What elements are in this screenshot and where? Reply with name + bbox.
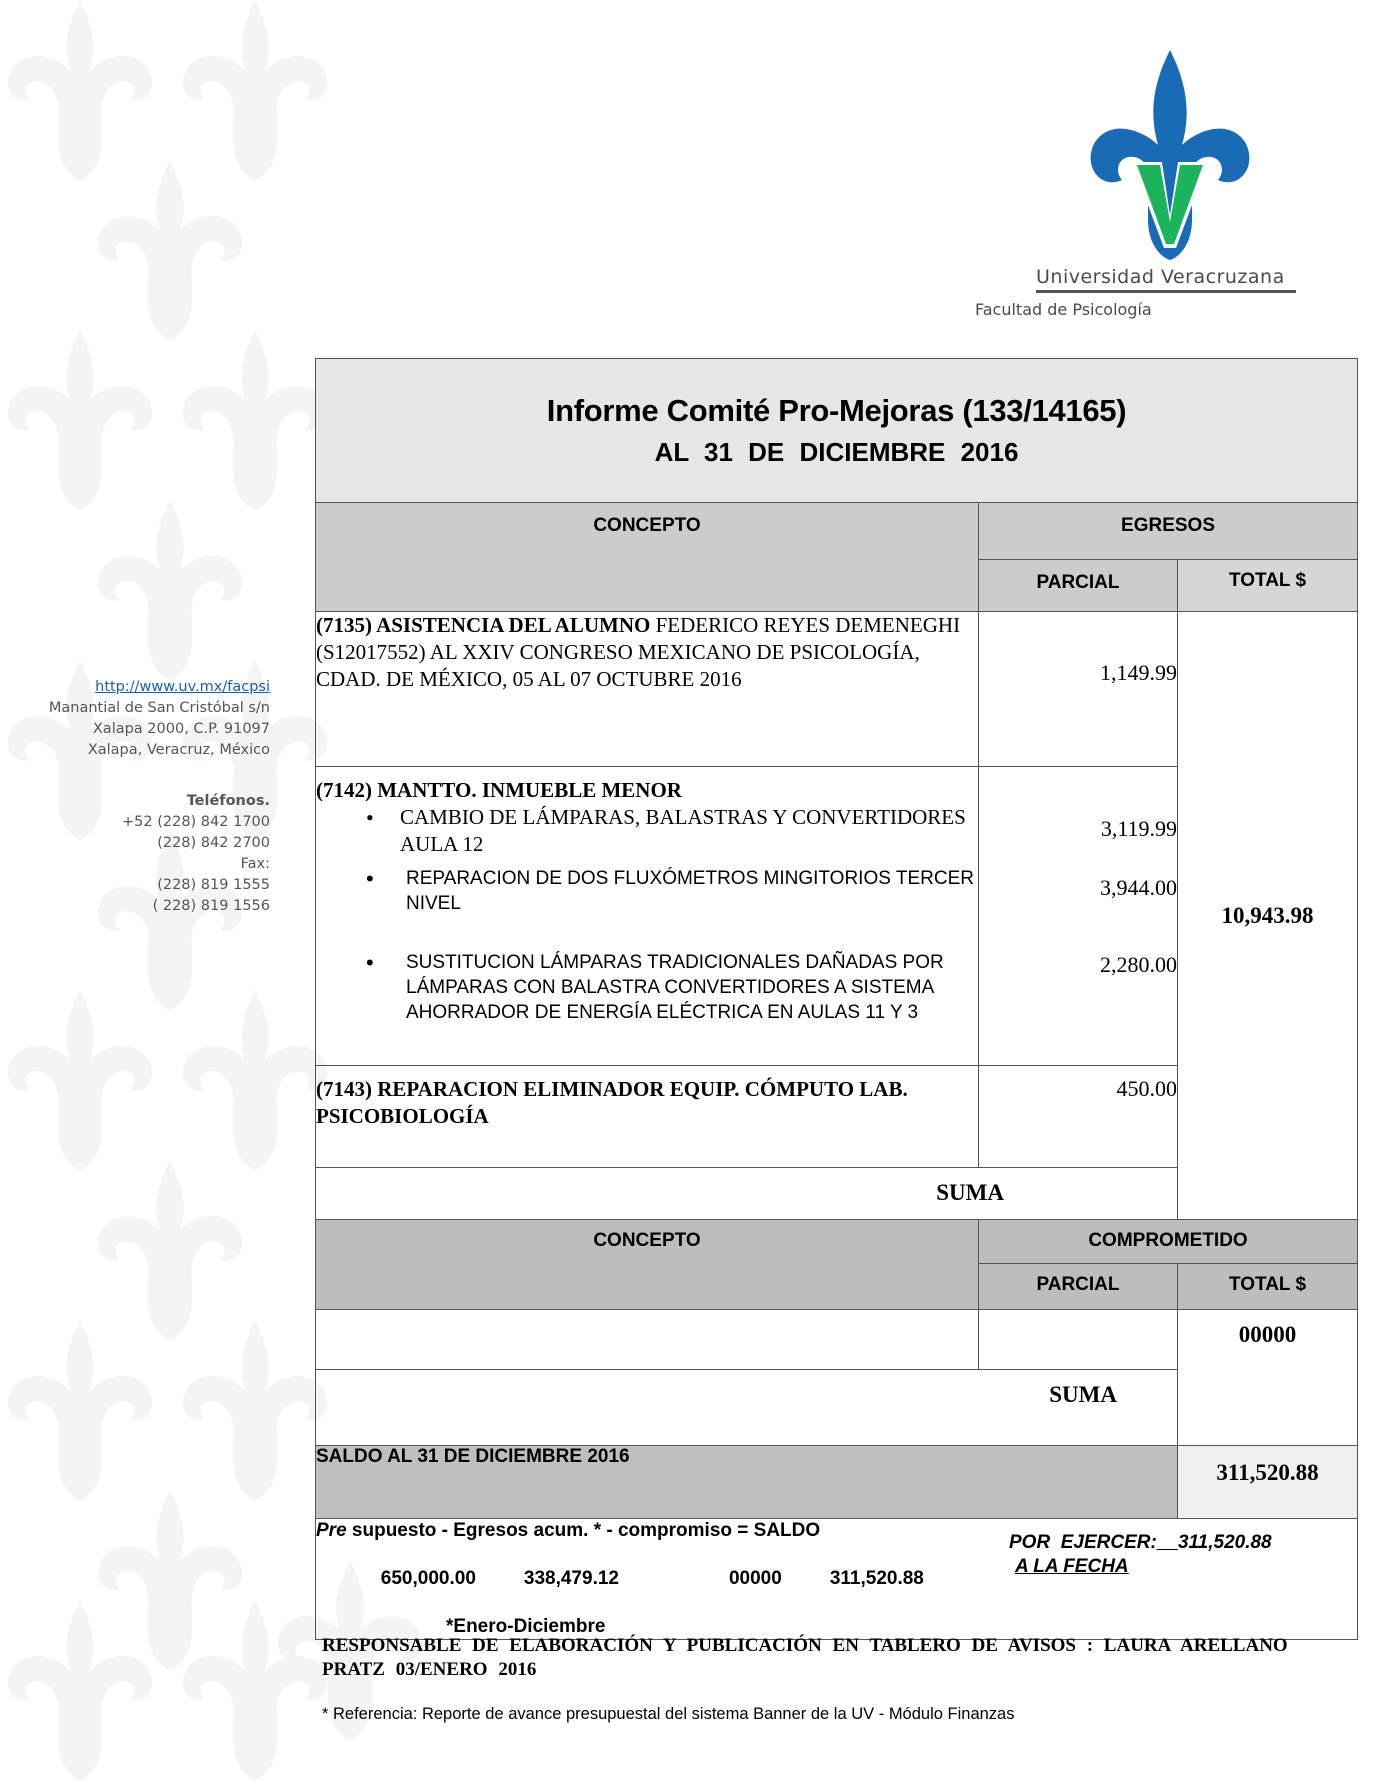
formula-egresos-acum: 338,479.12 — [523, 1568, 619, 1589]
website-link[interactable]: http://www.uv.mx/facpsi — [95, 679, 270, 695]
comprometido-total-value: 00000 — [1238, 1322, 1297, 1347]
parcial-header: PARCIAL — [979, 560, 1178, 612]
egresos-header: EGRESOS — [979, 503, 1358, 560]
saldo-label: SALDO AL 31 DE DICIEMBRE 2016 — [316, 1446, 1178, 1519]
por-ejercer — [1009, 1531, 1272, 1579]
concepto-header: CONCEPTO — [316, 503, 979, 612]
suma-label-2: SUMA — [316, 1370, 1178, 1446]
phone-number: (228) 842 2700 — [157, 835, 270, 851]
total-header: TOTAL $ — [1178, 560, 1358, 612]
formula-note: *Enero-Diciembre — [446, 1616, 606, 1637]
parcial-values-7142 — [979, 767, 1178, 1066]
concepto-code-title: (7135) ASISTENCIA DEL ALUMNO — [316, 613, 651, 637]
formula-labels: supuesto - Egresos acum. * - compromiso = SALDO — [346, 1520, 821, 1541]
report-table — [315, 358, 1357, 1640]
parcial-empty — [979, 1310, 1178, 1370]
concepto-code-title: (7143) REPARACION ELIMINADOR EQUIP. CÓMPUTO LAB. PSICOBIOLOGÍA — [316, 1077, 908, 1128]
parcial-header-2: PARCIAL — [979, 1264, 1178, 1310]
formula-presupuesto: 650,000.00 — [380, 1568, 476, 1589]
faculty-name: Facultad de Psicología — [975, 300, 1152, 319]
egresos-total — [1178, 612, 1358, 1220]
por-ejercer-value: 311,520.88 — [1177, 1532, 1272, 1553]
university-logo — [1080, 50, 1260, 260]
parcial-value: 1,149.99 — [979, 612, 1178, 767]
por-ejercer-label: POR EJERCER: — [1009, 1532, 1157, 1553]
university-name: Universidad Veracruzana — [1036, 266, 1296, 293]
report-title: Informe Comité Pro-Mejoras (133/14165) — [546, 393, 1127, 428]
comprometido-header: COMPROMETIDO — [979, 1220, 1358, 1264]
concepto-empty — [316, 1310, 979, 1370]
fax-number: ( 228) 819 1556 — [152, 898, 270, 914]
uv-fleur-icon — [1090, 50, 1250, 260]
reference-note: * Referencia: Reporte de avance presupuestal del sistema Banner de la UV - Módulo Finanzas — [322, 1705, 1015, 1723]
formula-saldo: 311,520.88 — [829, 1568, 924, 1589]
concepto-7142 — [316, 767, 979, 1066]
parcial-value: 3,944.00 — [1100, 875, 1177, 900]
comprometido-total — [1178, 1310, 1358, 1446]
suma-label: SUMA — [316, 1168, 1178, 1220]
report-date: AL 31 DE DICIEMBRE 2016 — [654, 437, 1019, 467]
parcial-value: 2,280.00 — [1100, 952, 1177, 977]
parcial-value: 450.00 — [979, 1066, 1178, 1168]
address-line: Manantial de San Cristóbal s/n — [48, 700, 270, 716]
phones-label: Teléfonos. — [186, 793, 270, 809]
list-item: • REPARACION DE DOS FLUXÓMETROS MINGITORIOS TERCER NIVEL — [316, 866, 978, 916]
concepto-header-2: CONCEPTO — [316, 1220, 979, 1310]
list-item: • CAMBIO DE LÁMPARAS, BALASTRAS Y CONVERTIDORES AULA 12 — [316, 804, 978, 858]
egresos-total-value: 10,943.98 — [1221, 902, 1314, 928]
table-row — [316, 1310, 1358, 1370]
concepto-7135 — [316, 612, 979, 767]
phone-number: +52 (228) 842 1700 — [122, 814, 270, 830]
a-la-fecha: A LA FECHA — [1015, 1556, 1129, 1577]
report-title-block — [316, 359, 1358, 503]
contact-info — [0, 677, 270, 917]
saldo-value: 311,520.88 — [1178, 1446, 1358, 1519]
address-line: Xalapa 2000, C.P. 91097 — [92, 721, 270, 737]
address-line: Xalapa, Veracruz, México — [87, 742, 270, 758]
fax-number: (228) 819 1555 — [157, 877, 270, 893]
concepto-7143 — [316, 1066, 979, 1168]
parcial-value: 3,119.99 — [1100, 816, 1177, 841]
table-row — [316, 612, 1358, 767]
total-header-2: TOTAL $ — [1178, 1264, 1358, 1310]
formula-pre: Pre — [316, 1520, 347, 1541]
concepto-description: FEDERICO REYES DEMENEGHI (S12017552) AL XXIV CONGRESO MEXICANO DE PSICOLOGÍA, CDAD. DE MÉXICO, 05 AL 07 OCTUBRE 2016 — [316, 613, 961, 691]
fax-label: Fax: — [240, 856, 270, 872]
formula-compromiso: 00000 — [728, 1568, 782, 1589]
concepto-code-title: (7142) MANTTO. INMUEBLE MENOR — [316, 778, 682, 802]
list-item: • SUSTITUCION LÁMPARAS TRADICIONALES DAÑADAS POR LÁMPARAS CON BALASTRA CONVERTIDORES A SISTEMA AHORRADOR DE ENERGÍA ELÉCTRICA EN AULAS 11 Y 3 — [316, 950, 978, 1025]
saldo-formula — [316, 1519, 1358, 1640]
responsable-note: RESPONSABLE DE ELABORACIÓN Y PUBLICACIÓN EN TABLERO DE AVISOS : LAURA ARELLANO PRATZ 03/ENERO 2016 — [322, 1635, 1288, 1680]
